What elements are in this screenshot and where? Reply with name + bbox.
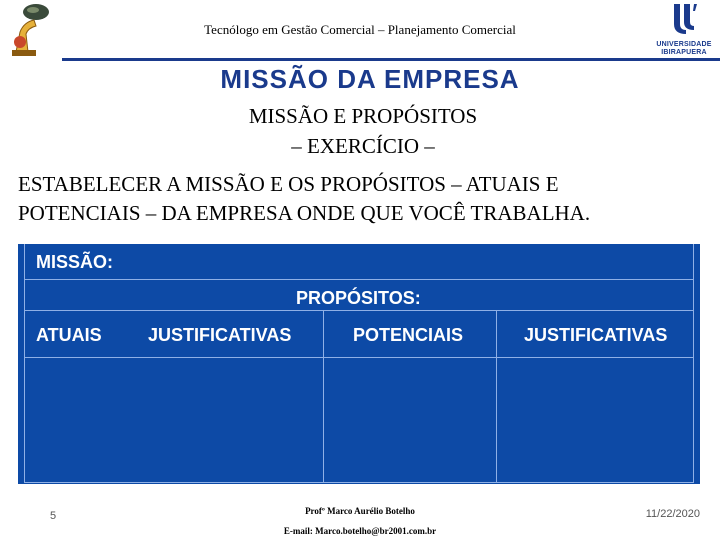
table-divider (24, 482, 694, 483)
slide-subtitle-line1: MISSÃO E PROPÓSITOS (248, 104, 478, 128)
slide-title: MISSÃO DA EMPRESA (220, 64, 520, 94)
table-border-left (24, 244, 25, 483)
header-divider (62, 58, 720, 61)
university-name-line2: IBIRAPUERA (661, 49, 707, 56)
table-divider (24, 357, 694, 358)
table-border-right (693, 244, 694, 483)
author-email: E-mail: Marco.botelho@br2001.com.br (283, 526, 437, 536)
course-title: Tecnólogo em Gestão Comercial – Planejamento Comercial (204, 22, 516, 37)
instruction-line2: POTENCIAIS – DA EMPRESA ONDE QUE VOCÊ TRABALHA. (18, 201, 591, 225)
university-name-line1: UNIVERSIDADE (656, 41, 712, 48)
missao-label: MISSÃO: (36, 252, 114, 272)
column-header-atuais: ATUAIS (36, 325, 102, 345)
table-divider (24, 279, 694, 280)
table-divider (24, 310, 694, 311)
page-number: 5 (50, 510, 57, 522)
column-divider (323, 310, 324, 483)
column-header-potenciais: POTENCIAIS (353, 325, 464, 345)
column-divider (496, 310, 497, 483)
slide-date: 11/22/2020 (645, 508, 700, 520)
column-header-justificativas: JUSTIFICATIVAS (148, 325, 292, 345)
instruction-text (18, 170, 718, 228)
column-header-justificativas: JUSTIFICATIVAS (524, 325, 668, 345)
slide-subtitle-line2: – EXERCÍCIO – (291, 134, 435, 158)
author-name: Profº Marco Aurélio Botelho (305, 506, 415, 516)
propositos-label: PROPÓSITOS: (296, 288, 421, 308)
exercise-table (18, 244, 700, 484)
instruction-line1: ESTABELECER A MISSÃO E OS PROPÓSITOS – ATUAIS E (18, 172, 559, 196)
university-logo-icon (650, 2, 718, 58)
